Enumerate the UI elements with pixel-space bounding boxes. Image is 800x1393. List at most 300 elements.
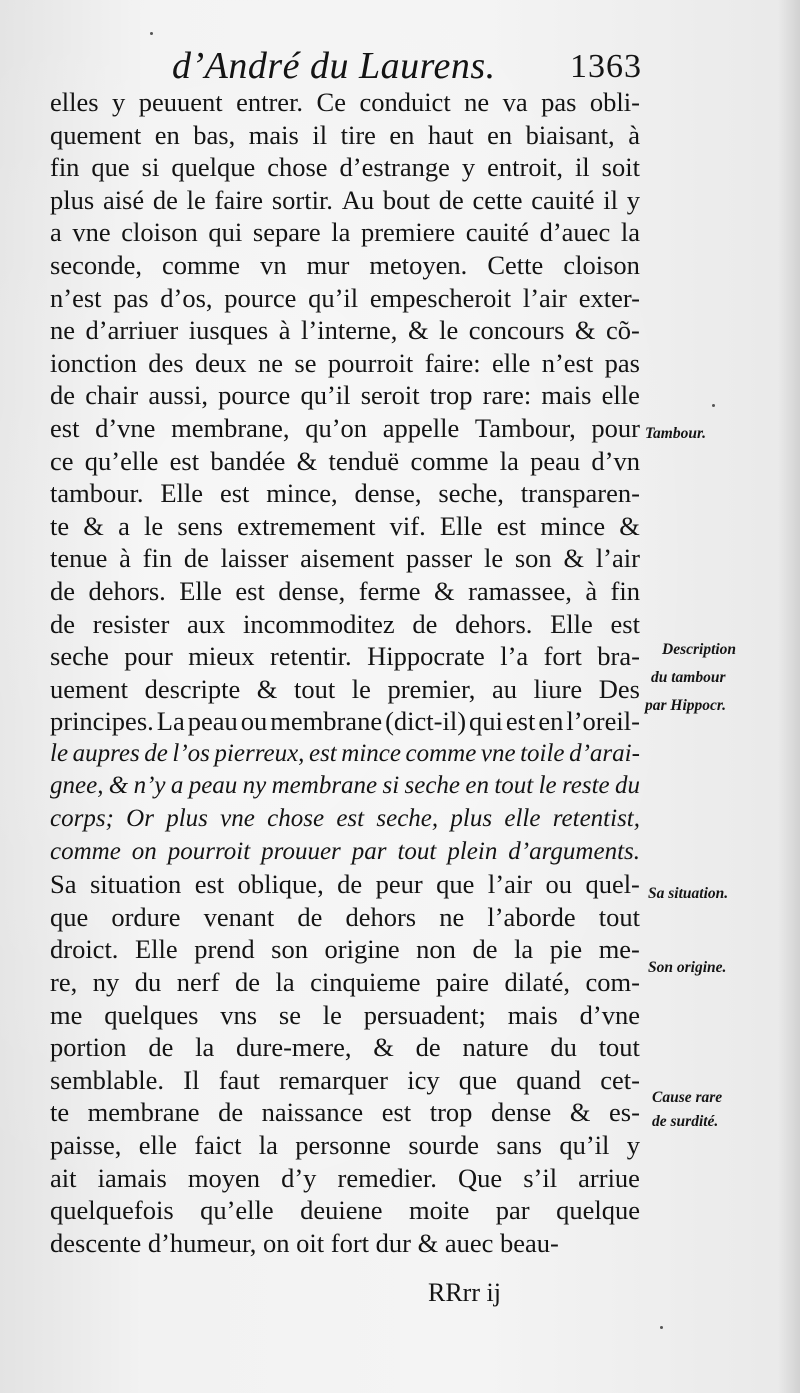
word: y [112, 87, 126, 117]
word: ny [92, 967, 120, 998]
word: sens [177, 510, 223, 541]
word: & [83, 510, 104, 541]
word: en [154, 119, 180, 150]
word: le [351, 673, 371, 704]
word: chair [85, 380, 139, 411]
word: l’interne, [301, 315, 398, 346]
text-line [50, 412, 640, 445]
word: l’air [487, 869, 533, 900]
word: separe [252, 217, 321, 248]
ink-speck [150, 32, 153, 35]
word: son [514, 543, 552, 574]
text-line [50, 966, 640, 999]
word: retentir. [269, 641, 352, 672]
word: conduict [359, 87, 451, 117]
text-line [50, 282, 640, 315]
word: n’est [50, 282, 102, 313]
margin-note-surdite: de surdité. [652, 1113, 719, 1130]
word: cloison [121, 217, 198, 248]
word: de [472, 934, 498, 965]
word: tout [598, 1032, 640, 1063]
word: quelque [171, 152, 256, 183]
word: remedier. [337, 1162, 437, 1193]
word: exter- [578, 282, 640, 313]
text-line [50, 575, 640, 608]
word: Au [341, 184, 375, 215]
word: empescheroit [369, 282, 512, 313]
text-line [50, 249, 640, 282]
word: pas [604, 347, 640, 378]
text-line [50, 510, 640, 543]
word: moyen [187, 1162, 260, 1193]
word: trop [429, 1097, 473, 1128]
word: est [381, 1097, 412, 1128]
word: haut [427, 119, 474, 150]
word: nature [462, 1032, 529, 1063]
word: est [496, 510, 527, 541]
word: tout [293, 673, 336, 704]
word: dehors [345, 901, 417, 932]
margin-note-tambour: Tambour. [645, 425, 707, 442]
word: mince, [266, 478, 338, 509]
word: au [491, 673, 517, 704]
text-line [50, 86, 640, 119]
text-line [50, 151, 640, 184]
word: de [148, 1032, 174, 1063]
word: persuadent; [363, 999, 486, 1030]
word: & [108, 772, 129, 800]
word: si [141, 152, 160, 183]
word: vif. [389, 510, 426, 541]
word: resister [92, 608, 170, 639]
word: y [626, 184, 640, 215]
word: reste [561, 772, 610, 800]
word: com- [585, 967, 640, 998]
word: ne [464, 87, 490, 117]
word: cet- [600, 1064, 640, 1095]
word: qu’il [308, 282, 359, 313]
word: seche [404, 772, 461, 800]
word: paisse, [50, 1130, 122, 1160]
word: de [50, 608, 76, 639]
word: à [278, 315, 291, 346]
word: te [50, 1097, 70, 1128]
word: n’est [541, 347, 594, 378]
word: membrane [271, 772, 378, 800]
word: entrer. [236, 87, 304, 117]
word: que [436, 869, 475, 900]
word: Tambour, [474, 412, 576, 443]
word: faict [194, 1130, 242, 1160]
word: à [628, 119, 640, 150]
word: iamais [97, 1162, 167, 1193]
word: dilaté, [504, 967, 570, 998]
word: (dict-il) [385, 706, 467, 737]
word: mais [248, 119, 299, 150]
word: le [186, 184, 206, 215]
word: fin [610, 575, 640, 606]
word: & [569, 1097, 591, 1128]
margin-note-origine: Son origine. [648, 959, 727, 976]
text-line [50, 445, 640, 478]
margin-note-du-tambour: du tambour [651, 669, 726, 686]
text-line [50, 347, 640, 380]
word: il [603, 184, 618, 215]
word: qu’il [300, 380, 351, 411]
text-line [50, 1064, 640, 1097]
word: fin [142, 543, 173, 574]
running-head: d’André du Laurens. [172, 45, 496, 87]
word: la [620, 217, 640, 248]
word: de [297, 901, 323, 932]
word: seconde, [50, 249, 142, 280]
word: Ce [316, 87, 346, 117]
word: sans [496, 1130, 542, 1160]
word: l’a [500, 641, 529, 672]
word: ou [545, 869, 572, 900]
word: la [331, 217, 351, 248]
ink-speck [712, 404, 715, 407]
text-line [50, 705, 640, 738]
text-line [50, 1162, 640, 1195]
word: & [574, 315, 596, 346]
word: rare: [482, 380, 532, 411]
word: de [337, 869, 363, 900]
word: gnee, [50, 772, 104, 800]
word: fort [543, 641, 582, 672]
word: le [322, 999, 342, 1030]
margin-note-par-hippocr: par Hippocr. [645, 697, 726, 714]
word: d’arai- [569, 739, 640, 767]
text-line [50, 542, 640, 575]
word: dense, [354, 478, 422, 509]
word: qu’elle [200, 1195, 274, 1226]
word: plus [450, 805, 493, 833]
word: y [626, 1130, 640, 1160]
margin-note-cause-rare: Cause rare [652, 1089, 723, 1106]
word: passer [406, 543, 473, 574]
text-line [50, 1129, 640, 1162]
word: membrane, [171, 412, 290, 443]
word: qui [469, 706, 503, 737]
word: concours [468, 315, 565, 346]
word: l’air [595, 543, 640, 574]
word: est [169, 445, 200, 476]
text-line [50, 477, 640, 510]
word: l’air [522, 282, 568, 313]
word: se [278, 999, 301, 1030]
word: seche, [438, 478, 504, 509]
word: dehors. [455, 608, 533, 639]
word: & [256, 673, 278, 704]
word: qu’elle [84, 445, 159, 476]
word: de [234, 967, 260, 998]
word: de [183, 543, 209, 574]
word: elles [50, 87, 99, 117]
word: trop [429, 380, 473, 411]
word: sortir. [271, 184, 333, 215]
word: du [550, 1032, 577, 1063]
word: Que [457, 1162, 503, 1193]
word: naissance [261, 1097, 364, 1128]
word: pie [549, 934, 583, 965]
word: bout [382, 184, 430, 215]
word: des [148, 347, 184, 378]
word: en [538, 706, 564, 737]
word: appelle [382, 412, 460, 443]
word: membrane [270, 706, 383, 737]
word: que [50, 901, 89, 932]
word: & [407, 315, 429, 346]
word: elle [138, 1130, 177, 1160]
word: comme [50, 837, 121, 865]
word: ferme [358, 575, 421, 606]
word: cette [472, 184, 523, 215]
word: vne [480, 739, 516, 767]
word: d’vne [95, 412, 156, 443]
word: arriue [578, 1162, 640, 1193]
word: elle [601, 380, 640, 411]
word: peur [375, 869, 423, 900]
word: fin [50, 152, 80, 183]
word: obli- [589, 87, 640, 117]
word: vne [220, 805, 255, 833]
word: elle [492, 347, 531, 378]
word: plus [50, 184, 95, 215]
word: ne [439, 901, 465, 932]
word: de [218, 1097, 244, 1128]
word: deux [195, 347, 247, 378]
word: premier, [387, 673, 476, 704]
word: incommoditez [243, 608, 395, 639]
word: vne [72, 217, 111, 248]
word: pour [124, 641, 173, 672]
word: aupres [72, 739, 140, 767]
word: il [312, 119, 328, 150]
word: dure-mere, [236, 1032, 352, 1063]
word: membrane [87, 1097, 200, 1128]
word: la [499, 445, 519, 476]
word: retentist, [552, 805, 640, 833]
word: faire [214, 184, 264, 215]
margin-note-description: Description [662, 641, 737, 658]
word: la [258, 1130, 278, 1160]
word: est [194, 869, 225, 900]
word: origine [324, 934, 400, 965]
word: Sa [50, 869, 77, 900]
word: pour [591, 412, 640, 443]
word: peau [530, 445, 581, 476]
word: cõ- [606, 315, 640, 346]
word: peau [188, 772, 238, 800]
text-line [50, 216, 640, 249]
word: dense, [278, 575, 346, 606]
word: mais [541, 380, 592, 411]
signature-mark: RRrr ij [428, 1278, 501, 1307]
word: pas [113, 282, 149, 313]
word: ne [257, 347, 283, 378]
word: en [487, 119, 513, 150]
word: soit [601, 152, 640, 183]
text-line [50, 999, 640, 1032]
word: l’oreil- [566, 706, 640, 737]
word: quelquefois [50, 1195, 174, 1226]
word: faut [218, 1064, 260, 1095]
word: transparen- [520, 478, 640, 509]
word: sourde [408, 1130, 479, 1160]
word: d’y [281, 1162, 317, 1193]
word: par [351, 837, 387, 865]
word: que [91, 152, 130, 183]
word: dehors. [88, 575, 166, 606]
word: il [574, 152, 590, 183]
word: en [389, 119, 415, 150]
word: aisement [300, 543, 395, 574]
word: l’os [172, 739, 210, 767]
word: moite [408, 1195, 470, 1226]
word: deuiene [300, 1195, 383, 1226]
word: ou [240, 706, 268, 737]
word: & [563, 543, 585, 574]
word: prend [194, 934, 255, 965]
word: aussi, [148, 380, 208, 411]
text-line [50, 1031, 640, 1064]
word: me- [598, 934, 640, 965]
word: tenue [50, 543, 108, 574]
word: d’os, [160, 282, 213, 313]
word: qu’on [305, 412, 368, 443]
word: Elle [179, 575, 222, 606]
text-line [50, 1194, 640, 1227]
word: principes. [50, 706, 154, 737]
word: la [514, 934, 534, 965]
word: metoyen. [369, 249, 468, 280]
word: que [458, 1064, 498, 1095]
word: pas [541, 87, 577, 117]
word: Elle [135, 934, 178, 965]
word: ny [242, 772, 267, 800]
quoted-line [50, 803, 640, 836]
word: de [438, 184, 464, 215]
word: si [382, 772, 400, 800]
word: entroit, [487, 152, 563, 183]
word: chose [267, 805, 325, 833]
word: d’arguments. [508, 837, 640, 865]
word: Hippocrate [367, 641, 485, 672]
word: extremement [237, 510, 376, 541]
word: Cette [487, 249, 544, 280]
word: biaisant, [525, 119, 615, 150]
text-line [50, 901, 640, 934]
word: es- [609, 1097, 640, 1128]
word: son [271, 934, 308, 965]
word: ionction [50, 347, 137, 378]
word: mieux [188, 641, 255, 672]
word: droict. [50, 934, 119, 965]
word: tout [397, 837, 437, 865]
word: à [119, 543, 131, 574]
word: Elle [439, 510, 483, 541]
word: ce [50, 445, 74, 476]
word: remarquer [279, 1064, 388, 1095]
word: aux [187, 608, 226, 639]
word: bandée [210, 445, 286, 476]
text-line [50, 673, 640, 706]
word: non [416, 934, 456, 965]
text-line [50, 379, 640, 412]
word: ait [50, 1162, 77, 1193]
word: tout [598, 901, 640, 932]
word: d’arriuer [85, 315, 179, 346]
word: aisé [102, 184, 145, 215]
word: est [219, 478, 250, 509]
word: seche [50, 641, 109, 672]
word: tout [494, 772, 534, 800]
word: ne [50, 315, 76, 346]
word: qu’il [559, 1130, 610, 1160]
ink-speck [660, 1326, 663, 1329]
word: de [415, 1032, 441, 1063]
word: corps; [50, 805, 114, 833]
word: à [585, 575, 598, 606]
word: va [502, 87, 528, 117]
word: est [336, 805, 365, 833]
word: paire [436, 967, 489, 998]
word: dense [490, 1097, 552, 1128]
word: toile [520, 739, 565, 767]
text-line [50, 868, 640, 901]
word: elle [504, 805, 541, 833]
word: comme [405, 739, 477, 767]
word: Elle [550, 608, 593, 639]
word: par [495, 1195, 530, 1226]
word: La [156, 706, 185, 737]
word: tenduë [328, 445, 400, 476]
word: bas, [193, 119, 236, 150]
word: est [610, 608, 640, 639]
word: d’estrange [339, 152, 450, 183]
word: a [170, 772, 184, 800]
word: liure [533, 673, 583, 704]
word: cinquieme [310, 967, 421, 998]
word: n’y [133, 772, 166, 800]
word: pource [224, 282, 297, 313]
word: vn [260, 249, 287, 280]
word: uement [50, 673, 128, 704]
word: a [50, 217, 62, 248]
word: du [134, 967, 162, 998]
word: personne [295, 1130, 391, 1160]
body-text [50, 86, 640, 1259]
word: seroit [360, 380, 420, 411]
word: de [50, 380, 76, 411]
text-line [50, 608, 640, 641]
text-line [50, 933, 640, 966]
word: est [505, 706, 536, 737]
word: le [50, 739, 69, 767]
word: quelque [556, 1195, 640, 1226]
word: chose [267, 152, 328, 183]
word: pourroit [327, 347, 414, 378]
text-line: descente d’humeur, on oit fort dur & auec beau- [50, 1227, 559, 1258]
word: re, [50, 967, 78, 998]
page-edge-shadow [778, 0, 800, 1393]
word: nerf [176, 967, 220, 998]
word: laisser [220, 543, 289, 574]
word: le [538, 772, 557, 800]
word: est [308, 739, 337, 767]
word: Des [598, 673, 640, 704]
